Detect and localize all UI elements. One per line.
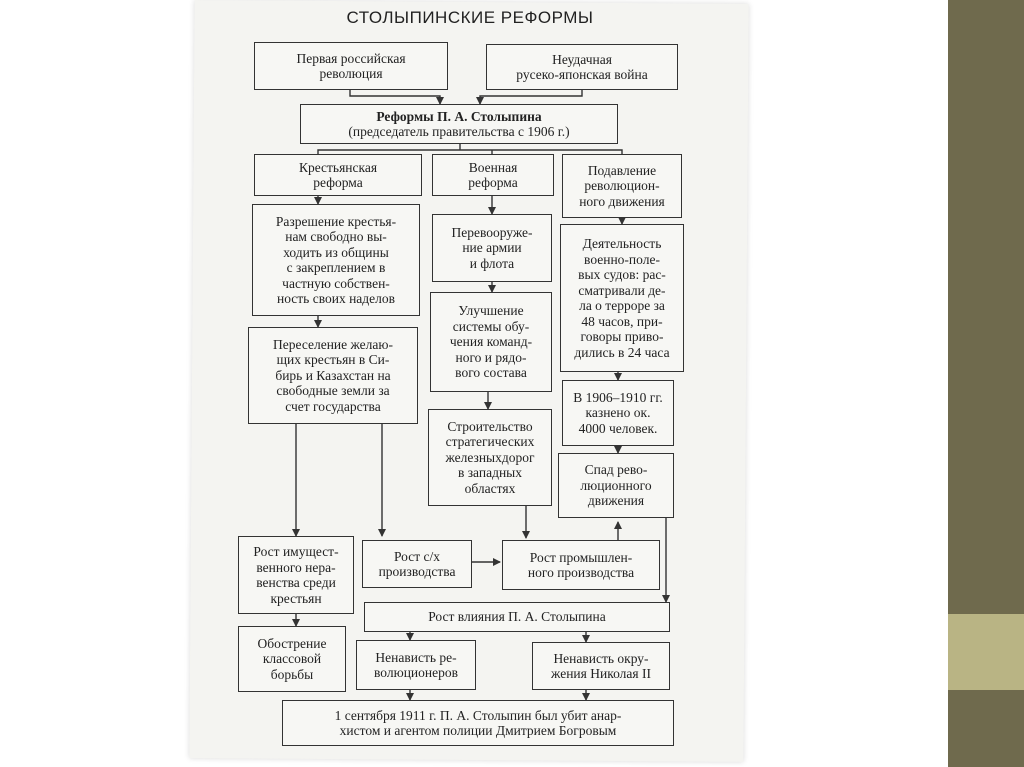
reforms-subtitle: (председатель правительства с 1906 г.) bbox=[348, 124, 570, 139]
box-peasant-reform: Крестьянская реформа bbox=[254, 154, 422, 196]
box-executed: В 1906–1910 гг. казнено ок. 4000 человек. bbox=[562, 380, 674, 446]
box-hatred-revolutionaries: Ненависть ре- волюционеров bbox=[356, 640, 476, 690]
box-courts: Деятельность военно-поле- вых судов: рас- сматривали де- ла о терроре за 48 часов, при- говоры приво- дились в 24 часа bbox=[560, 224, 684, 372]
box-industry-growth: Рост промышлен- ного производства bbox=[502, 540, 660, 590]
reforms-title: Реформы П. А. Столыпина bbox=[376, 108, 542, 124]
box-suppression: Подавление революцион- ного движения bbox=[562, 154, 682, 218]
box-agri-growth: Рост с/х производства bbox=[362, 540, 472, 588]
box-railways: Строительство стратегических железныхдорог в западных областях bbox=[428, 409, 552, 506]
box-class-struggle: Обострение классовой борьбы bbox=[238, 626, 346, 692]
box-war: Неудачная русеко-японская война bbox=[486, 44, 678, 90]
arrow-reforms-branches bbox=[318, 144, 622, 154]
box-training: Улучшение системы обу- чения команд- ного и рядо- вого состава bbox=[430, 292, 552, 392]
box-resettlement: Переселение желаю- щих крестьян в Си- бирь и Казахстан на свободные земли за счет государства bbox=[248, 327, 418, 424]
box-rearmament: Перевооруже- ние армии и флота bbox=[432, 214, 552, 282]
box-leave-commune: Разрешение крестья- нам свободно вы- ходить из общины с закреплением в частную собствен- ность своих наделов bbox=[252, 204, 420, 316]
box-inequality: Рост имущест- венного нера- венства среди крестьян bbox=[238, 536, 354, 614]
box-influence: Рост влияния П. А. Столыпина bbox=[364, 602, 670, 632]
box-hatred-court: Ненависть окру- жения Николая II bbox=[532, 642, 670, 690]
box-revolution: Первая российская революция bbox=[254, 42, 448, 90]
box-decline: Спад рево- люционного движения bbox=[558, 453, 674, 518]
box-reforms bbox=[300, 104, 618, 144]
diagram-title: СТОЛЫПИНСКИЕ РЕФОРМЫ bbox=[346, 8, 594, 27]
arrow-revolution-reforms bbox=[350, 90, 440, 104]
box-assassination: 1 сентября 1911 г. П. А. Столыпин был убит анар- хистом и агентом полиции Дмитрием Богровым bbox=[282, 700, 674, 746]
box-military-reform: Военная реформа bbox=[432, 154, 554, 196]
arrow-war-reforms bbox=[480, 90, 582, 104]
